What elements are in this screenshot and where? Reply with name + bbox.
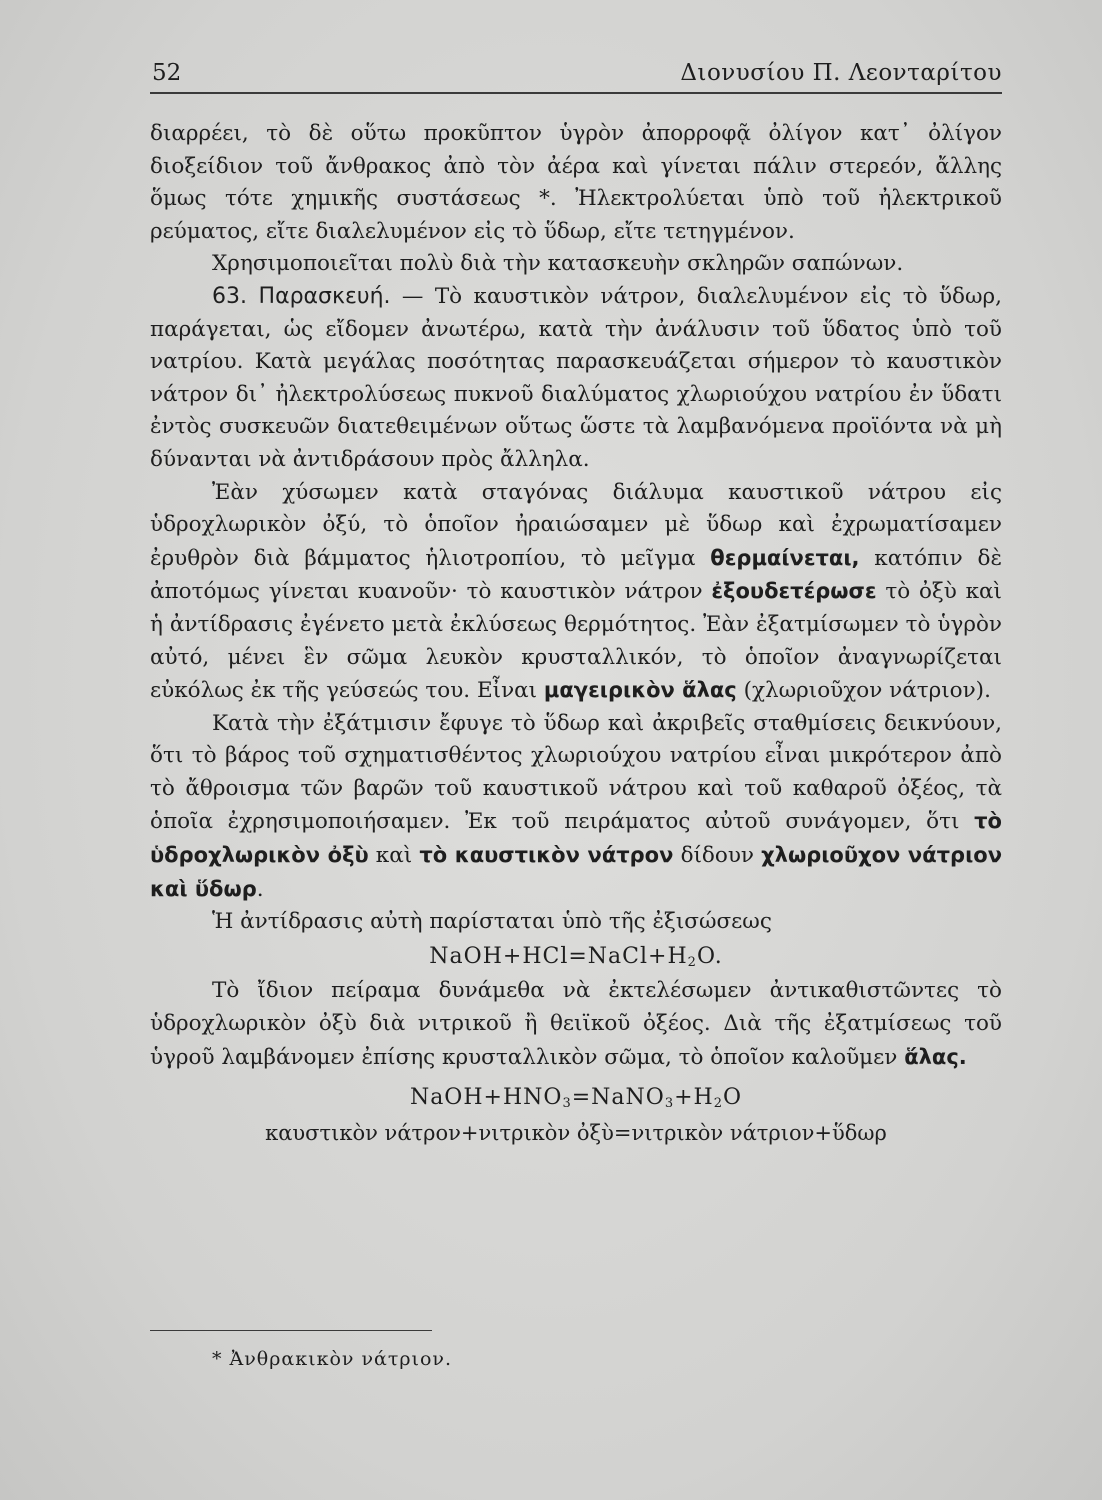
eq1-part-b: O.: [696, 943, 723, 969]
p5-text-c: καὶ: [368, 843, 420, 869]
bold-term-heats: θερμαίνεται,: [710, 545, 860, 570]
p5-text-d: δίδουν: [673, 843, 762, 869]
p4-text-d: τὸ ὀξὺ καὶ ἡ ἀντίδρασις ἐγένετο μετὰ ἐκλύσεως θερμότητος. Ἐὰν ἐξατμίσωμεν τὸ ὑγρὸν αὐτό, μένει ἓν σῶμα λευκὸν κρυσταλλικόν, τὸ ὁποῖον ἀναγνωρίζεται εὐκόλως ἐκ τῆς γεύσεώς του. Εἶναι: [150, 579, 1002, 704]
equation-3-words: καυστικὸν νάτρον+νιτρικὸν ὀξὺ=νιτρικὸν νάτριον+ὕδωρ: [265, 1120, 887, 1145]
bold-term-naoh: τὸ καυστικὸν νάτρον: [419, 843, 674, 868]
paragraph-5: [150, 708, 1002, 907]
bold-term-products: χλωριοῦχον νάτριον καὶ ὕδωρ: [150, 843, 1002, 901]
p5-text-e: .: [256, 876, 264, 902]
bold-term-salt: ἅλας.: [904, 1044, 967, 1069]
bold-term-neutralized: ἐξουδετέρωσε: [711, 579, 877, 604]
bold-term-hcl: τὸ ὑδροχλωρικὸν ὀξὺ: [150, 809, 1002, 868]
p4-text-a: Ἐὰν χύσωμεν κατὰ σταγόνας διάλυμα καυστικοῦ νάτρου εἰς ὑδροχλωρικὸν ὀξύ, τὸ ὁποῖον ἠραιώσαμεν μὲ ὕδωρ καὶ ἐχρωματίσαμεν ἐρυθρὸν διὰ βάμματος ἡλιοτροπίου, τὸ μεῖγμα: [150, 479, 1002, 571]
p4-text-e: (χλωριοῦχον νάτριον).: [736, 678, 991, 704]
paragraph-3-text: — Τὸ καυστικὸν νάτρον, διαλελυμένον εἰς τὸ ὕδωρ, παράγεται, ὡς εἴδομεν ἀνωτέρω, κατὰ τὴν ἀνάλυσιν τοῦ ὕδατος ὑπὸ τοῦ νατρίου. Κατὰ μεγάλας ποσότητας παρασκευάζεται σήμερον τὸ καυστικὸν νάτρον δι᾽ ἠλεκτρολύσεως πυκνοῦ διαλύματος χλωριούχου νατρίου ἐν ὕδατι ἐντὸς συσκευῶν διατεθειμένων οὕτως ὥστε τὰ λαμβανόμενα προϊόντα νὰ μὴ δύνανται νὰ ἀντιδράσουν πρὸς ἄλληλα.: [150, 283, 1002, 472]
eq1-subscript: 2: [687, 954, 697, 970]
paragraph-6: Ἡ ἀντίδρασις αὐτὴ παρίσταται ὑπὸ τῆς ἐξισώσεως: [212, 909, 772, 935]
section-heading: 63. Παρασκευή.: [212, 283, 391, 309]
equation-2: [150, 1082, 1002, 1115]
p5-text-a: Κατὰ τὴν ἐξάτμισιν ἔφυγε τὸ ὕδωρ καὶ ἀκριβεῖς σταθμίσεις δεικνύουν, ὅτι τὸ βάρος τοῦ σχηματισθέντος χλωριούχου νατρίου εἶναι μικρότερον ἀπὸ τὸ ἄθροισμα τῶν βαρῶν τοῦ καυστικοῦ νάτρου καὶ τοῦ καθαροῦ ὀξέος, τὰ ὁποῖα ἐχρησιμοποιήσαμεν. Ἐκ τοῦ πειράματος αὐτοῦ συνάγομεν, ὅτι: [150, 710, 1002, 835]
paragraph-3: [150, 281, 1002, 477]
page-number: 52: [152, 60, 182, 86]
footnote-rule: [150, 1330, 432, 1331]
eq2-subscript-1: 3: [562, 1096, 572, 1112]
paragraph-1: διαρρέει, τὸ δὲ οὕτω προκῦπτον ὑγρὸν ἀπορροφᾷ ὀλίγον κατ᾽ ὀλίγον διοξείδιον τοῦ ἄνθρακος ἀπὸ τὸν ἀέρα καὶ γίνεται πάλιν στερεόν, ἄλλης ὅμως τότε χημικῆς συστάσεως *. Ἠλεκτρολύεται ὑπὸ τοῦ ἠλεκτρικοῦ ρεύματος, εἴτε διαλελυμένον εἰς τὸ ὕδωρ, εἴτε τετηγμένον.: [150, 121, 1002, 244]
equation-1: [150, 941, 1002, 974]
eq1-part-a: NaOH+HCl=NaCl+H: [429, 943, 688, 969]
eq2-part-a: NaOH+HNO: [409, 1085, 563, 1111]
paragraph-7: [150, 975, 1002, 1074]
footnote: * Ἀνθρακικὸν νάτριον.: [212, 1348, 453, 1370]
page-body: [150, 118, 1002, 1149]
eq2-part-d: O: [723, 1085, 743, 1111]
eq2-subscript-2: 3: [664, 1096, 675, 1112]
bold-term-table-salt: μαγειρικὸν ἅλας: [543, 678, 737, 703]
p4-text-c: κατόπιν δὲ ἀποτόμως γίνεται κυανοῦν· τὸ καυστικὸν νάτρον: [150, 545, 1002, 605]
eq2-subscript-3: 2: [713, 1096, 723, 1112]
paragraph-2: Χρησιμοποιεῖται πολὺ διὰ τὴν κατασκευὴν σκληρῶν σαπώνων.: [212, 251, 904, 277]
eq2-part-c: +H: [674, 1085, 714, 1111]
p7-text-a: Τὸ ἴδιον πείραμα δυνάμεθα νὰ ἐκτελέσωμεν ἀντικαθιστῶντες τὸ ὑδροχλωρικὸν ὀξὺ διὰ νιτρικοῦ ἢ θειϊκοῦ ὀξέος. Διὰ τῆς ἐξατμίσεως τοῦ ὑγροῦ λαμβάνομεν ἐπίσης κρυσταλλικὸν σῶμα, τὸ ὁποῖον καλοῦμεν: [150, 978, 1002, 1070]
paragraph-4: [150, 477, 1002, 708]
page-header: [150, 58, 1002, 94]
eq2-part-b: =NaNO: [571, 1085, 665, 1111]
running-head-author: Διονυσίου Π. Λεονταρίτου: [680, 60, 1002, 86]
